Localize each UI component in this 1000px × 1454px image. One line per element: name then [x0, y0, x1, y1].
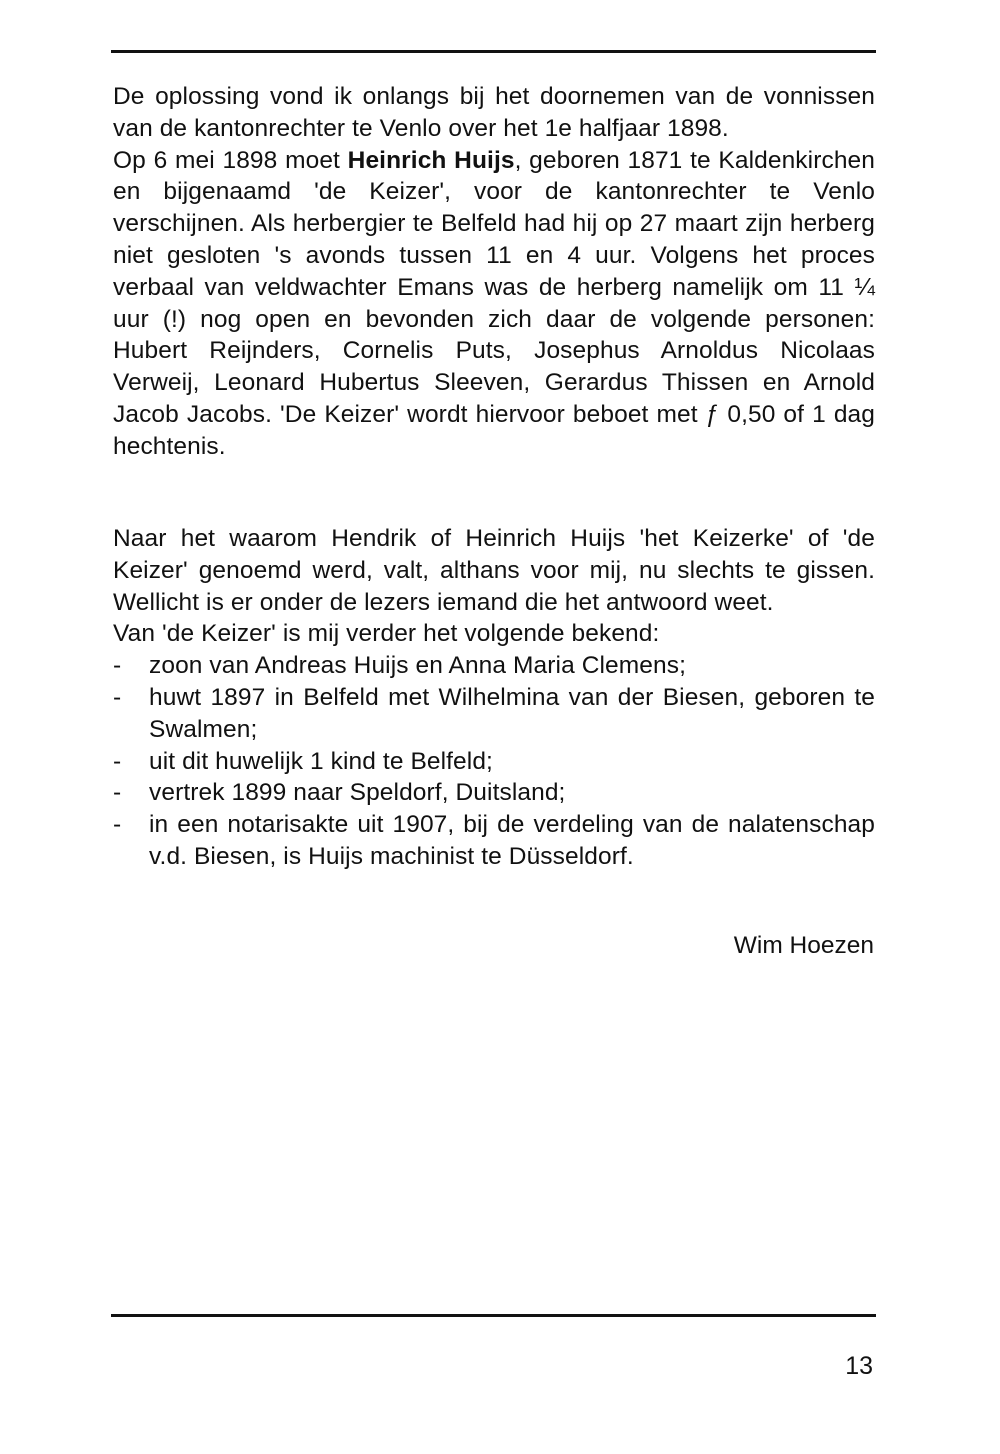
- list-dash: -: [113, 683, 122, 711]
- top-rule: [111, 50, 876, 53]
- article-section-1: [113, 81, 875, 463]
- paragraph-heinrich-huijs: [113, 145, 875, 463]
- list-dash: -: [113, 811, 122, 839]
- facts-list: [113, 650, 875, 873]
- paragraph-nickname: Naar het waarom Hendrik of Heinrich Huijs 'het Keizerke' of 'de Keizer' genoemd werd, valt, althans voor mij, nu slechts te gissen. Wellicht is er onder de lezers iemand die het antwoord weet.: [113, 525, 875, 616]
- page-number: 13: [845, 1352, 873, 1380]
- list-item-text: vertrek 1899 naar Speldorf, Duitsland;: [149, 779, 566, 807]
- paragraph-text-start: Op 6 mei 1898 moet: [113, 146, 348, 174]
- list-item: [113, 809, 875, 873]
- paragraph-intro: De oplossing vond ik onlangs bij het doornemen van de vonnissen van de kantonrechter te Venlo over het 1e halfjaar 1898.: [113, 83, 875, 142]
- list-item-text: huwt 1897 in Belfeld met Wilhelmina van der Biesen, geboren te Swalmen;: [149, 683, 875, 743]
- author-signature: Wim Hoezen: [733, 932, 874, 959]
- paragraph-text-rest: , geboren 1871 te Kaldenkirchen en bijgenaamd 'de Keizer', voor de kantonrechter te Venlo verschijnen. Als herbergier te Belfeld had hij op 27 maart zijn herberg niet gesloten 's avonds tussen 11 en 4 uur. Volgens het proces verbaal van veldwachter Emans was de herberg namelijk om 11 ¼ uur (!) nog open en bevonden zich daar de volgende personen: Hubert Reijnders, Cornelis Puts, Josephus Arnoldus Nicolaas Verweij, Leonard Hubertus Sleeven, Gerardus Thissen en Arnold Jacob Jacobs. 'De Keizer' wordt hiervoor beboet met ƒ 0,50 of 1 dag hechtenis.: [113, 146, 875, 460]
- list-dash: -: [113, 779, 122, 807]
- person-name-bold: Heinrich Huijs: [347, 146, 515, 174]
- list-item: [113, 650, 875, 682]
- list-item-text: zoon van Andreas Huijs en Anna Maria Clemens;: [149, 652, 686, 680]
- list-item-text: in een notarisakte uit 1907, bij de verdeling van de nalatenschap v.d. Biesen, is Huijs machinist te Düsseldorf.: [149, 811, 875, 870]
- list-item-text: uit dit huwelijk 1 kind te Belfeld;: [149, 747, 493, 775]
- list-item: [113, 682, 875, 746]
- bottom-rule: [111, 1314, 876, 1317]
- list-dash: -: [113, 747, 122, 775]
- list-dash: -: [113, 652, 122, 680]
- article-section-2: [113, 523, 875, 873]
- list-item: [113, 746, 875, 778]
- paragraph-list-intro: Van 'de Keizer' is mij verder het volgende bekend:: [113, 620, 660, 648]
- list-item: [113, 777, 875, 809]
